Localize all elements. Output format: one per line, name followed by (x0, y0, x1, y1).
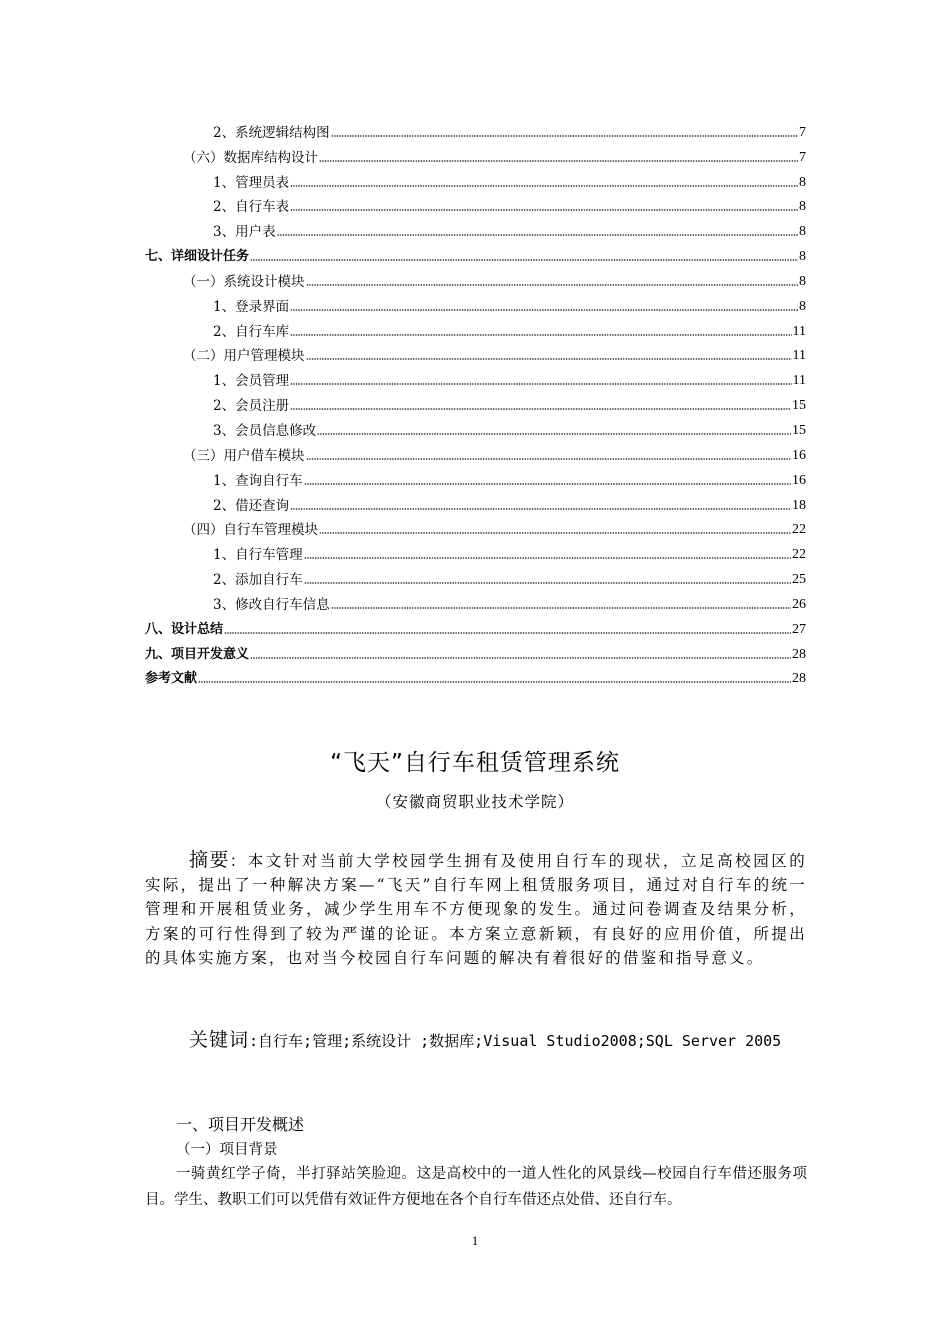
toc-entry-page: 22 (792, 547, 806, 563)
toc-entry-label: 参考文献 (145, 671, 198, 687)
toc-entry-page: 16 (792, 472, 806, 488)
toc-entry-label: 3、会员信息修改 (213, 422, 317, 439)
abstract-label: 摘要 (189, 849, 230, 871)
toc-dot-leader (317, 432, 791, 436)
toc-entry (145, 291, 806, 316)
toc-entry (145, 515, 806, 540)
toc-dot-leader (198, 680, 791, 684)
toc-entry-page: 27 (792, 621, 806, 637)
keywords-text: 自行车;管理;系统设计 ;数据库;Visual Studio2008;SQL Server 2005 (258, 1032, 782, 1050)
toc-dot-leader (290, 407, 791, 411)
toc-entry-page: 15 (792, 398, 806, 414)
toc-entry (145, 142, 806, 167)
toc-entry (145, 539, 806, 564)
toc-entry (145, 664, 806, 689)
toc-entry (145, 415, 806, 440)
keywords (145, 1022, 807, 1059)
toc-dot-leader (290, 382, 791, 386)
document-subtitle: （安徽商贸职业技术学院） (375, 793, 574, 811)
abstract-label-wrap (145, 849, 248, 871)
toc-entry-page: 8 (799, 249, 806, 265)
toc-entry-label: 2、添加自行车 (213, 572, 303, 589)
toc-entry (145, 241, 806, 266)
toc-dot-leader (304, 556, 791, 560)
toc-entry-page: 16 (792, 447, 806, 463)
toc-dot-leader (331, 134, 798, 138)
body-paragraph: 一骑黄红学子倚，半打驿站笑脸迎。这是高校中的一道人性化的风景线—校园自行车借还服务项目。学生、教职工们可以凭借有效证件方便地在各个自行车借还点处借、还自行车。 (145, 1166, 807, 1208)
toc-entry-label: （六）数据库结构设计 (183, 149, 318, 166)
toc-dot-leader (290, 208, 798, 212)
toc-entry-label: （三）用户借车模块 (183, 447, 305, 464)
toc-entry (145, 117, 806, 142)
toc-entry-page: 11 (792, 373, 806, 389)
toc-entry (145, 192, 806, 217)
abstract-separator: ： (229, 852, 248, 870)
subsection-heading: （一）项目背景 (176, 1142, 278, 1158)
toc-dot-leader (250, 258, 798, 262)
toc-entry-label: 1、管理员表 (213, 174, 290, 191)
toc-entry-label: 2、自行车表 (213, 199, 290, 216)
toc-dot-leader (331, 606, 791, 610)
toc-entry (145, 614, 806, 639)
toc-entry-label: 八、设计总结 (145, 621, 224, 637)
toc-entry-label: 1、查询自行车 (213, 472, 303, 489)
toc-dot-leader (290, 308, 798, 312)
toc-dot-leader (306, 457, 792, 461)
toc-entry-label: 2、会员注册 (213, 398, 290, 415)
toc-dot-leader (290, 184, 798, 188)
toc-dot-leader (304, 581, 791, 585)
toc-entry-page: 15 (792, 422, 806, 438)
toc-entry-page: 18 (792, 497, 806, 513)
toc-dot-leader (250, 656, 791, 660)
toc-entry (145, 316, 806, 341)
abstract-text: 本文针对当前大学校园学生拥有及使用自行车的现状，立足高校园区的实际，提出了一种解决方案—“飞天”自行车网上租赁服务项目，通过对自行车的统一管理和开展租赁业务，减少学生用车不方便现象的发生。通过问卷调查及结果分析，方案的可行性得到了较为严谨的论证。本方案立意新颖，有良好的应用价值，所提出的具体实施方案，也对当今校园自行车问题的解决有着很好的借鉴和指导意义。 (145, 852, 807, 967)
toc-entry-label: 2、自行车库 (213, 323, 290, 340)
keywords-separator: : (249, 1032, 259, 1050)
toc-entry (145, 341, 806, 366)
toc-entry-label: 1、自行车管理 (213, 547, 303, 564)
toc-entry (145, 490, 806, 515)
toc-entry-page: 25 (792, 572, 806, 588)
toc-entry-label: 2、借还查询 (213, 497, 290, 514)
toc-entry-page: 7 (799, 149, 806, 165)
toc-entry-label: 2、系统逻辑结构图 (213, 124, 330, 141)
toc-entry-page: 8 (799, 224, 806, 240)
table-of-contents (145, 117, 806, 688)
toc-entry-page: 22 (792, 522, 806, 538)
toc-entry (145, 564, 806, 589)
toc-dot-leader (306, 357, 792, 361)
toc-dot-leader (306, 283, 799, 287)
toc-dot-leader (290, 507, 791, 511)
toc-entry-page: 11 (792, 323, 806, 339)
toc-entry (145, 440, 806, 465)
toc-entry-page: 8 (799, 298, 806, 314)
section-heading: 一、项目开发概述 (176, 1115, 305, 1134)
toc-dot-leader (224, 631, 791, 635)
toc-entry-label: （二）用户管理模块 (183, 348, 305, 365)
toc-entry-label: 1、会员管理 (213, 373, 290, 390)
toc-entry-label: （一）系统设计模块 (183, 273, 305, 290)
toc-dot-leader (290, 333, 791, 337)
toc-entry-label: 七、详细设计任务 (145, 249, 250, 265)
toc-entry-page: 26 (792, 596, 806, 612)
toc-entry (145, 639, 806, 664)
toc-dot-leader (319, 531, 791, 535)
toc-dot-leader (319, 159, 798, 163)
toc-entry-page: 7 (799, 124, 806, 140)
toc-entry (145, 365, 806, 390)
toc-entry-page: 28 (792, 646, 806, 662)
toc-entry (145, 216, 806, 241)
toc-dot-leader (304, 482, 791, 486)
toc-entry-label: 3、用户表 (213, 224, 276, 241)
toc-entry-page: 8 (799, 273, 806, 289)
page-number: 1 (471, 1233, 479, 1248)
toc-entry-label: 1、登录界面 (213, 298, 290, 315)
toc-entry (145, 390, 806, 415)
keywords-label: 关键词 (189, 1029, 250, 1051)
toc-entry-label: （四）自行车管理模块 (183, 522, 318, 539)
toc-entry-label: 3、修改自行车信息 (213, 596, 330, 613)
document-title: “飞天”自行车租赁管理系统 (330, 750, 620, 776)
toc-entry (145, 167, 806, 192)
abstract (145, 848, 807, 970)
toc-entry-page: 8 (799, 199, 806, 215)
toc-entry (145, 266, 806, 291)
toc-entry-page: 8 (799, 174, 806, 190)
toc-entry (145, 465, 806, 490)
toc-entry-label: 九、项目开发意义 (145, 646, 250, 662)
toc-dot-leader (277, 233, 798, 237)
toc-entry-page: 11 (792, 348, 806, 364)
toc-entry (145, 589, 806, 614)
toc-entry-page: 28 (792, 671, 806, 687)
